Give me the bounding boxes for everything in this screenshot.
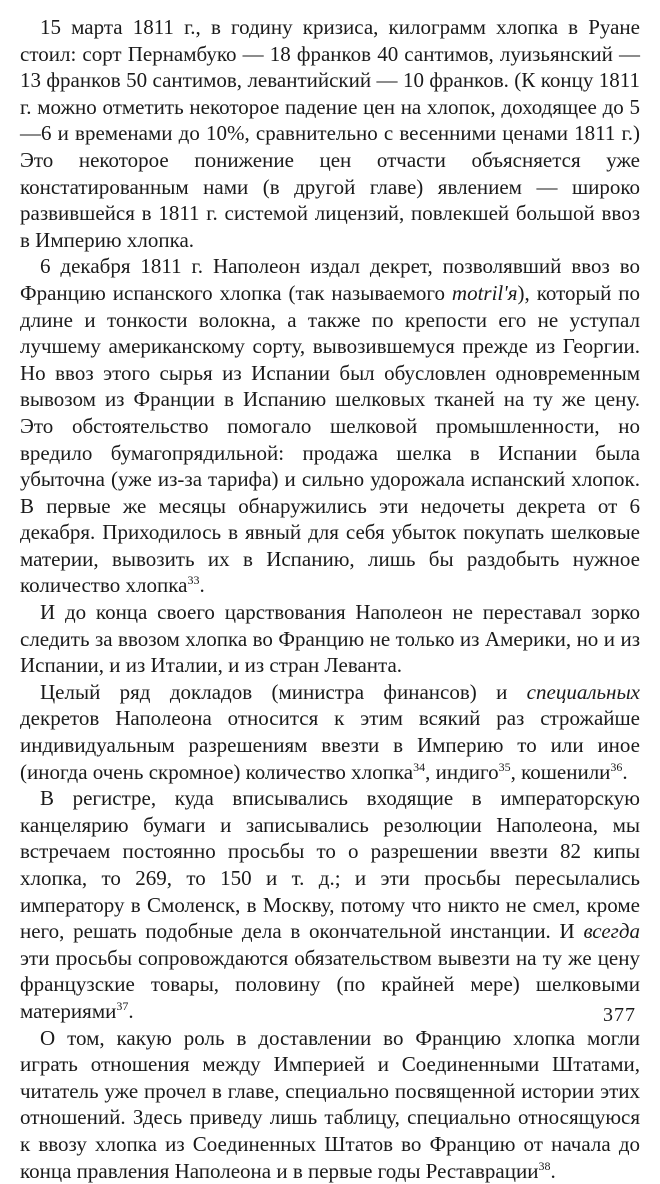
text-run: . [199,573,205,598]
paragraph-cotton-prices-1811: 15 марта 1811 г., в годину кризиса, килограмм хлопка в Руане стоил: сорт Пернамбуко — 18 франков 40 сантимов, луизьянский — 13 франков 50 сантимов, левантийский — 10 франков. (К концу 1811 г. можно отметить некоторое падение цен на хлопок, доходящее до 5—6 и временами до 10%, сравнительно с весенними ценами 1811 г.) Это некоторое понижение цен отчасти объясняется уже констатированным нами (в другой главе) явлением — широко развившейся в 1811 г. системой лицензий, повлекшей большой ввоз в Империю хлопка. [20,15,640,252]
paragraph-register-requests [20,785,640,1024]
footnote-ref-34[interactable]: 34 [413,759,426,774]
text-run: . [128,998,134,1023]
text-run: , индиго [425,759,499,784]
italic-term-motril: motril'я [451,280,518,305]
text-run: 6 декабря 1811 г. Наполеон издал декрет, позволявший ввоз во Францию испанского хлопка (так называемого [20,254,640,305]
text-run: эти просьбы сопровождаются обязательством вывезти на ту же цену французские товары, половину (по крайней мере) шелковыми материями [20,945,640,1023]
text-run: . [622,759,628,784]
text-run: О том, какую роль в доставлении во Францию хлопка могли играть отношения между Империей и Соединенными Штатами, читатель уже прочел в главе, специально посвященной истории этих отношений. Здесь приведу лишь таблицу, специально относящуюся к ввозу хлопка из Соединенных Штатов во Францию от начала до конца правления Наполеона и в первые годы Реставрации [20,1025,640,1183]
footnote-ref-35[interactable]: 35 [498,759,511,774]
paragraph-spanish-cotton-decree [20,253,640,599]
text-run: ), который по длине и тонкости волокна, а также по крепости его не уступал лучшему американскому сорту, вывозившемуся прежде из Георгии. Но ввоз этого сырья из Испании был обусловлен одновременным вывозом из Франции в Испанию шелковых тканей на ту же цену. Это обстоятельство помогало шелковой промышленности, но вредило бумагопрядильной: продажа шелка в Испании была убыточна (уже из-за тарифа) и сильно удорожала испанский хлопок. В первые же месяцы обнаружились эти недочеты декрета от 6 декабря. Приходилось в явный для себя убыток покупать шелковые материи, вывозить их в Испанию, лишь бы раздобыть нужное количество хлопка [20,280,640,598]
text-run: , кошенили [510,759,611,784]
footnote-ref-33[interactable]: 33 [187,573,200,588]
footnote-ref-36[interactable]: 36 [610,759,623,774]
paragraph-us-relations [20,1025,640,1184]
text-run: . [550,1158,556,1183]
paragraph-special-decrees [20,679,640,785]
book-page [20,14,640,1184]
text-run: В регистре, куда вписывались входящие в императорскую канцелярию бумаги и записывались резолюции Наполеона, мы встречаем постоянно просьбы то о разрешении ввезти 82 кипы хлопка, то 269, то 150 и т. д.; и эти просьбы пересылались императору в Смоленск, в Москву, потому что никто не смел, кроме него, решать подобные дела в окончательной инстанции. И [20,786,640,944]
italic-term-special: специальных [526,679,640,704]
footnote-ref-38[interactable]: 38 [538,1158,551,1173]
text-run: декретов Наполеона относится к этим всякий раз строжайше индивидуальным разрешениям ввезти в Империю то или иное (иногда очень скромное) количество хлопка [20,706,640,784]
text-run: Целый ряд докладов (министра финансов) и [40,679,527,704]
footnote-ref-37[interactable]: 37 [116,998,129,1013]
page-number: 377 [603,1004,636,1026]
paragraph-napoleon-watch: И до конца своего царствования Наполеон не переставал зорко следить за ввозом хлопка во Францию не только из Америки, но и из Испании, и из Италии, и из стран Леванта. [20,600,640,678]
italic-term-always: всегда [583,919,640,944]
